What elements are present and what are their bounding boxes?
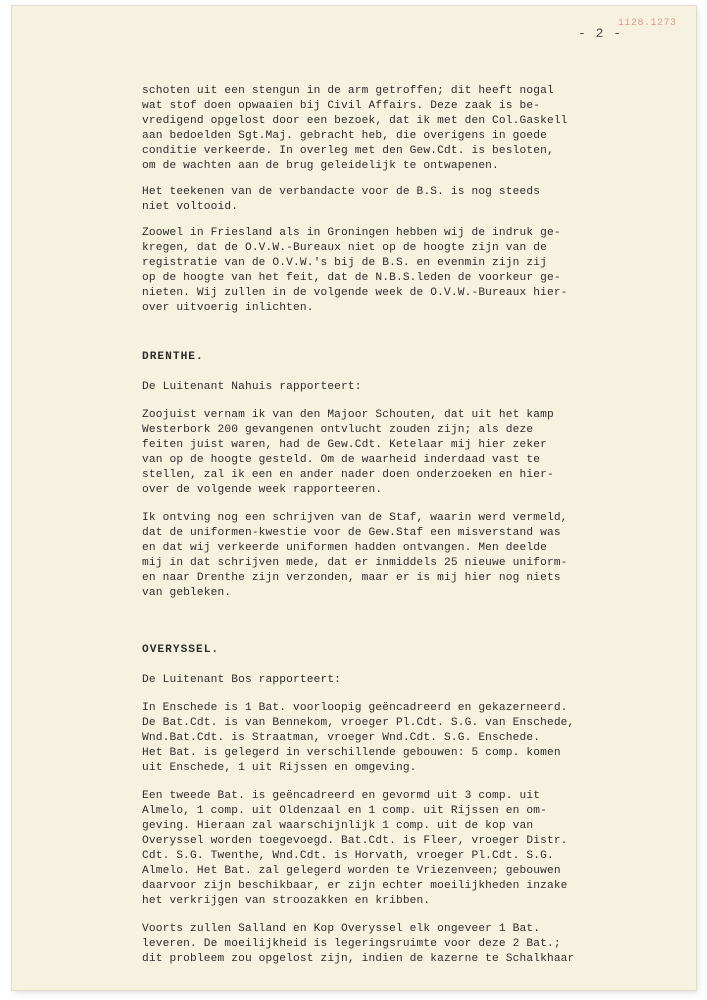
text-line: Wnd.Bat.Cdt. is Straatman, vroeger Wnd.Cdt. S.G. Enschede. (142, 732, 541, 744)
text-line: Overyssel worden toegevoegd. Bat.Cdt. is Fleer, vroeger Distr. (142, 835, 568, 847)
section-heading (142, 643, 690, 658)
document-body (142, 84, 690, 967)
text-line: DRENTHE. (142, 351, 204, 363)
text-line: registratie van de O.V.W.'s bij de B.S. en evenmin zijn zij (142, 257, 547, 269)
text-line: aan bedoelden Sgt.Maj. gebracht heb, die overigens in goede (142, 130, 547, 142)
text-line: schoten uit een stengun in de arm getroffen; dit heeft nogal (142, 85, 554, 97)
text-line: over uitvoerig inlichten. (142, 302, 314, 314)
paragraph (142, 922, 690, 967)
text-line: Een tweede Bat. is geëncadreerd en gevormd uit 3 comp. uit (142, 790, 541, 802)
page-number: - 2 - (578, 26, 623, 41)
text-line: Cdt. S.G. Twenthe, Wnd.Cdt. is Horvath, vroeger Pl.Cdt. S.G. (142, 850, 554, 862)
text-line: Het teekenen van de verbandacte voor de B.S. is nog steeds (142, 186, 541, 198)
text-line: Westerbork 200 gevangenen ontvlucht zouden zijn; als deze (142, 424, 534, 436)
text-line: daarvoor zijn beschikbaar, er zijn echter moeilijkheden inzake (142, 880, 568, 892)
text-line: uit Enschede, 1 uit Rijssen en omgeving. (142, 762, 417, 774)
text-line: De Luitenant Bos rapporteert: (142, 674, 342, 686)
text-line: van gebleken. (142, 587, 232, 599)
text-line: Almelo. Het Bat. zal gelegerd worden te Vriezenveen; gebouwen (142, 865, 561, 877)
document-page (12, 6, 696, 990)
text-line: geving. Hieraan zal waarschijnlijk 1 comp. uit de kop van (142, 820, 534, 832)
paragraph (142, 84, 690, 174)
text-line: kregen, dat de O.V.W.-Bureaux niet op de hoogte zijn van de (142, 242, 547, 254)
text-line: Zoojuist vernam ik van den Majoor Schouten, dat uit het kamp (142, 409, 554, 421)
text-line: Voorts zullen Salland en Kop Overyssel elk ongeveer 1 Bat. (142, 923, 541, 935)
text-line: In Enschede is 1 Bat. voorloopig geëncadreerd en gekazerneerd. (142, 702, 568, 714)
text-line: dit probleem zou opgelost zijn, indien de kazerne te Schalkhaar (142, 953, 575, 965)
text-line: het verkrijgen van stroozakken en kribben. (142, 895, 431, 907)
archive-stamp: ii28.1273 (618, 18, 677, 29)
text-line: om de wachten aan de brug geleidelijk te ontwapenen. (142, 160, 499, 172)
text-line: conditie verkeerde. In overleg met den Gew.Cdt. is besloten, (142, 145, 554, 157)
section-heading (142, 350, 690, 365)
text-line: nieten. Wij zullen in de volgende week de O.V.W.-Bureaux hier- (142, 287, 568, 299)
text-line: Ik ontving nog een schrijven van de Staf, waarin werd vermeld, (142, 512, 568, 524)
text-line: De Luitenant Nahuis rapporteert: (142, 381, 362, 393)
paragraph (142, 511, 690, 601)
text-line: leveren. De moeilijkheid is legeringsruimte voor deze 2 Bat.; (142, 938, 561, 950)
text-line: van op de hoogte gesteld. Om de waarheid inderdaad vast te (142, 454, 541, 466)
text-line: niet voltooid. (142, 201, 239, 213)
text-line: mij in dat schrijven mede, dat er inmiddels 25 nieuwe uniform- (142, 557, 568, 569)
text-line: stellen, zal ik een en ander nader doen onderzoeken en hier- (142, 469, 554, 481)
paragraph (142, 408, 690, 498)
text-line: en naar Drenthe zijn verzonden, maar er is mij hier nog niets (142, 572, 561, 584)
text-line: vredigend opgelost door een bezoek, dat ik met den Col.Gaskell (142, 115, 568, 127)
text-line: De Bat.Cdt. is van Bennekom, vroeger Pl.Cdt. S.G. van Enschede, (142, 717, 575, 729)
text-line: op de hoogte van het feit, dat de N.B.S.leden de voorkeur ge- (142, 272, 561, 284)
text-line: dat de uniformen-kwestie voor de Gew.Staf een misverstand was (142, 527, 561, 539)
text-line: wat stof doen opwaaien bij Civil Affairs. Deze zaak is be- (142, 100, 541, 112)
paragraph (142, 380, 690, 395)
text-line: en dat wij verkeerde uniformen hadden ontvangen. Men deelde (142, 542, 547, 554)
text-line: over de volgende week rapporteeren. (142, 484, 383, 496)
paragraph (142, 226, 690, 316)
paragraph (142, 673, 690, 688)
paragraph (142, 701, 690, 776)
text-line: Almelo, 1 comp. uit Oldenzaal en 1 comp. uit Rijssen en om- (142, 805, 547, 817)
paragraph (142, 185, 690, 215)
text-line: Zoowel in Friesland als in Groningen hebben wij de indruk ge- (142, 227, 561, 239)
text-line: OVERYSSEL. (142, 644, 220, 656)
paragraph (142, 789, 690, 909)
text-line: feiten juist waren, had de Gew.Cdt. Ketelaar mij hier zeker (142, 439, 547, 451)
text-line: Het Bat. is gelegerd in verschillende gebouwen: 5 comp. komen (142, 747, 561, 759)
